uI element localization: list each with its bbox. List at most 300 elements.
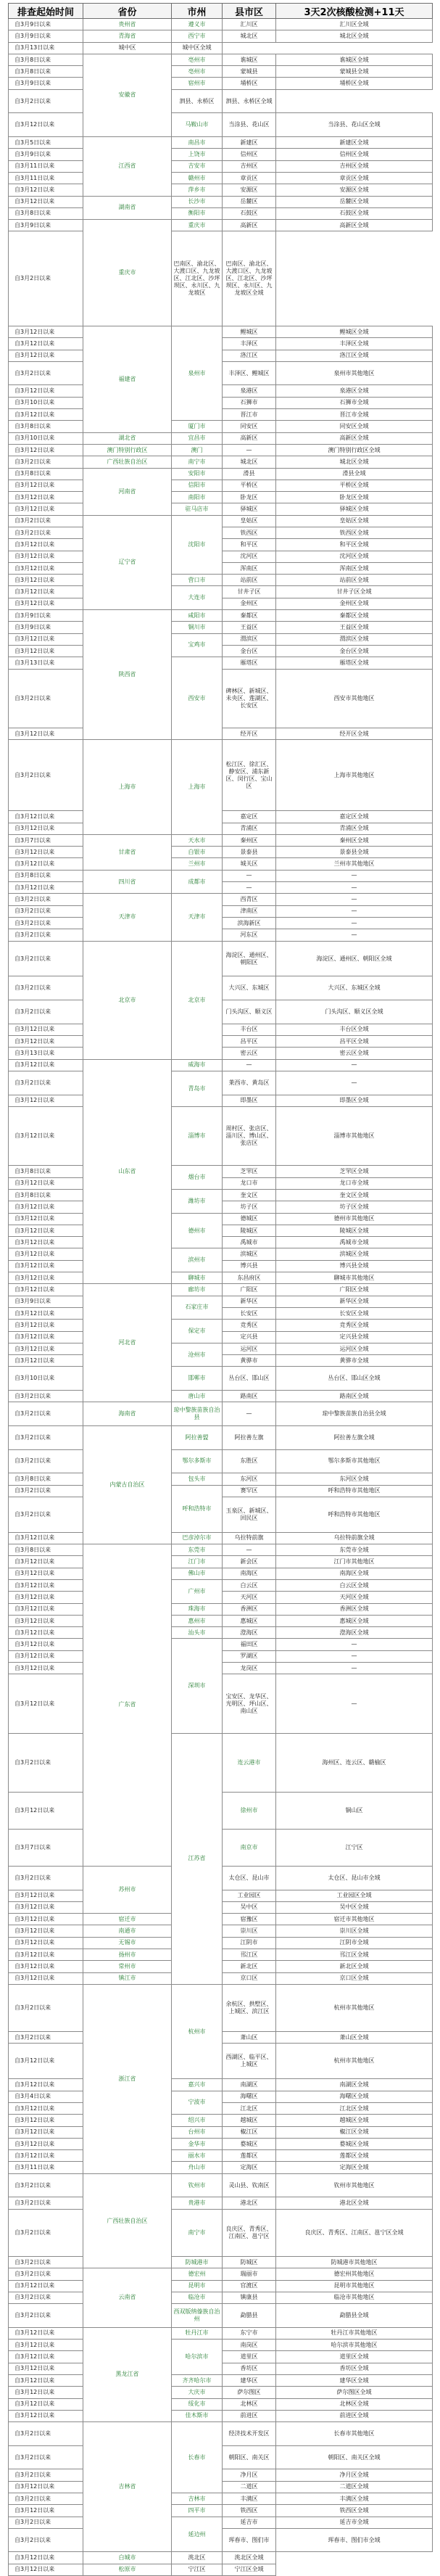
table-row [9,1615,433,1626]
city-cell: 南宁市 [172,2209,223,2256]
requirement-cell: 嘉定区全域 [276,811,433,823]
start-date-cell: 自3月12日以来 [9,1024,83,1035]
requirement-cell: 石鼓区全域 [276,207,433,219]
start-date-cell: 自3月12日以来 [9,1961,83,1972]
district-cell: 运河区 [223,1343,276,1354]
requirement-cell: 奎文区全域 [276,1190,433,1201]
table-row [9,2138,433,2149]
city-cell: 杭州市 [172,1984,223,2078]
requirement-cell: 江北区全域 [276,2102,433,2114]
city-cell: 石家庄市 [172,1296,223,1320]
start-date-cell: 自3月12日以来 [9,1663,83,1674]
district-cell: 防城区 [223,2256,276,2268]
start-date-cell: 自3月12日以来 [9,2150,83,2162]
city-cell: 齐齐哈尔市 [172,2374,223,2386]
requirement-cell: 临沧市其他地区 [276,2292,433,2303]
district-cell: 龙口市 [223,1177,276,1189]
requirement-cell: 长安区全域 [276,1307,433,1319]
start-date-cell: 自3月12日以来 [9,645,83,657]
table-row [9,30,433,42]
city-cell: 泉州市 [172,326,223,420]
table-row [9,2091,433,2102]
start-date-cell: 自3月2日以来 [9,361,83,385]
start-date-cell: 自3月12日以来 [9,598,83,609]
requirement-cell: 章贡区全域 [276,172,433,184]
city-cell: 唐山市 [172,1391,223,1402]
start-date-cell: 自3月8日以来 [9,1544,83,1556]
district-cell: 江阴市 [223,1937,276,1949]
table-row [9,1556,433,1568]
requirement-cell: 大兴区、东城区全域 [276,976,433,1000]
requirement-cell: 聊城市其他地区 [276,1272,433,1284]
start-date-cell: 自3月12日以来 [9,1331,83,1343]
requirement-cell: 汇川区全域 [276,19,433,30]
city-cell: 广州市 [172,1579,223,1603]
district-cell: 海曙区 [223,2091,276,2102]
requirement-cell: 南海区全域 [276,1568,433,1579]
table-row [9,2304,433,2328]
table-row [9,2564,433,2575]
start-date-cell: 自3月12日以来 [9,1972,83,1984]
requirement-cell: — [276,917,433,929]
requirement-cell: 丰台区全域 [276,1024,433,1035]
requirement-cell: 信州区全域 [276,149,433,160]
start-date-cell: 自3月12日以来 [9,1260,83,1272]
district-cell: 谯城区 [223,54,276,65]
table-row [9,1059,433,1071]
province-cell: 重庆市 [83,220,172,326]
city-cell: 牡丹江市 [172,2327,223,2339]
district-cell: 汇川区 [223,19,276,30]
requirement-cell: 婺城区全域 [276,2138,433,2149]
start-date-cell: 自3月12日以来 [9,1937,83,1949]
city-cell: 南宁市 [172,456,223,468]
start-date-cell: 自3月12日以来 [9,1792,83,1829]
table-row [9,1485,433,1497]
city-cell: 镇江市 [83,1972,172,1984]
requirement-cell: 滑县全域 [276,468,433,480]
start-date-cell: 自3月8日以来 [9,468,83,480]
table-header [9,4,433,19]
start-date-cell: 自3月12日以来 [9,1059,83,1071]
requirement-cell: 呼和浩特市其他地区 [276,1485,433,1497]
table-row [9,2268,433,2280]
start-date-cell: 自3月12日以来 [9,1650,83,1662]
requirement-cell: 白云区全域 [276,1579,433,1591]
city-cell: 阿拉善盟 [172,1426,223,1450]
start-date-cell: 自3月12日以来 [9,2115,83,2126]
start-date-cell: 自3月2日以来 [9,2493,83,2504]
start-date-cell: 自3月12日以来 [9,1674,83,1734]
district-cell: 滨城区 [223,1248,276,1260]
requirement-cell: — [276,1639,433,1650]
start-date-cell: 自3月12日以来 [9,2387,83,2398]
table-row [9,456,433,468]
table-row [9,326,433,337]
district-cell: 铁西区 [223,527,276,538]
district-cell: 秦州区 [223,834,276,846]
requirement-cell: 德州市其他地区 [276,1213,433,1225]
district-cell: 高新区 [223,432,276,444]
requirement-cell: 昌平区全域 [276,1036,433,1048]
province-cell: 天津市 [83,894,172,941]
city-cell: 铜川市 [172,622,223,633]
table-row [9,2327,433,2339]
start-date-cell: 自3月12日以来 [9,1106,83,1166]
city-cell: 绥化市 [172,2398,223,2410]
district-cell: 德城区 [223,1213,276,1225]
district-cell: — [223,444,276,456]
requirement-cell: 珲春市、图们市全域 [276,2528,433,2552]
province-cell: 安徽省 [83,54,172,136]
city-cell: 南通市 [83,1925,172,1937]
requirement-cell: 萨尔图区全域 [276,2387,433,2398]
city-cell: 白城市 [83,2552,172,2564]
district-cell: 奎文区 [223,1190,276,1201]
district-cell: 黄骅市 [223,1355,276,1367]
start-date-cell: 自3月12日以来 [9,1036,83,1048]
requirement-cell: 甘井子区全域 [276,586,433,598]
requirement-cell: 站前区全域 [276,575,433,586]
district-cell: 同安区 [223,421,276,432]
start-date-cell: 自3月9日以来 [9,149,83,160]
header-test-requirement: 3天2次核酸检测+11天 [276,4,433,19]
requirement-cell: 洛江区全域 [276,350,433,361]
province-cell: 山东省 [83,1059,172,1284]
requirement-cell: 埇桥区全域 [276,78,433,89]
requirement-cell: 门头沟区、顺义区全域 [276,1000,433,1024]
district-cell: 卧龙区 [223,492,276,503]
district-cell: 丰泽区 [223,338,276,350]
district-cell: 河东区 [223,929,276,941]
requirement-cell: 防城港市其他地区 [276,2256,433,2268]
district-cell: 福田区 [223,1639,276,1650]
city-cell: 信阳市 [172,480,223,491]
start-date-cell: 自3月2日以来 [9,1391,83,1402]
district-cell: 滨海新区 [223,917,276,929]
district-cell: 天河区 [223,1592,276,1603]
requirement-cell: 和平区全域 [276,539,433,551]
start-date-cell: 自3月12日以来 [9,2351,83,2363]
district-cell: 邗江区 [223,1949,276,1961]
start-date-cell: 自3月13日以来 [9,42,83,54]
start-date-cell: 自3月2日以来 [9,1485,83,1497]
start-date-cell: 自3月2日以来 [9,2032,83,2044]
table-row [9,2374,433,2386]
city-cell: 四平市 [172,2505,223,2517]
district-cell: 崇川区 [223,1925,276,1937]
district-cell: 和平区 [223,539,276,551]
requirement-cell: 坊子区全域 [276,1201,433,1213]
district-cell: 玉泉区、新城区、回民区 [223,1497,276,1532]
document-page [8,3,432,2576]
district-cell: 洛江区 [223,350,276,361]
city-cell: 天津市 [172,894,223,941]
start-date-cell: 自3月12日以来 [9,1568,83,1579]
start-date-cell: 自3月2日以来 [9,1071,83,1095]
table-row [9,1627,433,1639]
district-cell: — [223,882,276,894]
start-date-cell: 自3月2日以来 [9,2268,83,2280]
table-row [9,421,433,432]
city-cell: 东莞市 [172,1544,223,1556]
table-row [9,220,433,231]
start-date-cell: 自3月12日以来 [9,551,83,562]
requirement-cell: 江门市其他地区 [276,1556,433,1568]
start-date-cell: 自3月12日以来 [9,2552,83,2564]
requirement-cell: 沈河区全域 [276,551,433,562]
start-date-cell: 自3月12日以来 [9,1201,83,1213]
district-cell: 晋江市 [223,409,276,421]
table-row [9,1426,433,1450]
header-city: 市州 [172,4,223,19]
start-date-cell: 自3月5日以来 [9,137,83,149]
requirement-cell: 鄂尔多斯市其他地区 [276,1449,433,1473]
start-date-cell: 自3月12日以来 [9,1225,83,1236]
requirement-cell: 乌拉特前旗全域 [276,1532,433,1544]
start-date-cell: 自3月12日以来 [9,2126,83,2138]
requirement-cell: 长春市其他地区 [276,2422,433,2446]
table-row [9,1984,433,2031]
start-date-cell: 自3月2日以来 [9,740,83,811]
table-row [9,633,433,645]
district-cell: 道里区 [223,2351,276,2363]
table-row [9,1532,433,1544]
start-date-cell: 自3月12日以来 [9,480,83,491]
start-date-cell: 自3月12日以来 [9,2363,83,2374]
start-date-cell: 自3月12日以来 [9,444,83,456]
district-cell: 勐腊县 [223,2304,276,2328]
table-row [9,1639,433,1650]
district-cell: 龙岗区 [223,1663,276,1674]
district-cell: 萨尔图区 [223,2387,276,2398]
city-cell: 天水市 [172,834,223,846]
district-cell: 芝罘区 [223,1166,276,1177]
requirement-cell: 巴南区、渝北区、大渡口区、九龙坡区、江北区、沙坪坝区、永川区、九龙坡区全域 [223,231,276,326]
table-row [9,78,433,89]
city-cell: 舟山市 [172,2162,223,2173]
requirement-cell: 运河区全域 [276,1343,433,1354]
start-date-cell: 自3月2日以来 [9,2445,83,2469]
start-date-cell: 自3月12日以来 [9,1615,83,1626]
requirement-cell: 港北区全域 [276,2197,433,2209]
start-date-cell: 自3月12日以来 [9,1949,83,1961]
district-cell: 鲤城区 [223,326,276,337]
table-row [9,54,433,65]
district-cell: 北林区 [223,2398,276,2410]
requirement-cell: 同安区全域 [276,421,433,432]
start-date-cell: 自3月12日以来 [9,1890,83,1901]
requirement-cell: — [276,882,433,894]
start-date-cell: 自3月12日以来 [9,1307,83,1319]
start-date-cell: 自3月2日以来 [9,527,83,538]
requirement-cell: 香坊区全域 [276,2363,433,2374]
district-cell: 经济技术开发区 [223,2422,276,2446]
start-date-cell: 自3月12日以来 [9,633,83,645]
requirement-cell: 牡丹江市其他地区 [276,2327,433,2339]
requirement-cell: 泗县、永桥区全域 [223,89,276,113]
district-cell: 岳麓区 [223,196,276,207]
start-date-cell: 自3月12日以来 [9,1237,83,1248]
table-row [9,480,433,491]
city-cell: 珠海市 [172,1603,223,1615]
requirement-cell: 秦都区全域 [276,610,433,622]
district-cell: 碑林区、新城区、未央区、莲湖区、长安区 [223,669,276,728]
city-cell: 深圳市 [172,1639,223,1733]
requirement-cell: 东河区全域 [276,1473,433,1485]
city-cell: 滨州市 [172,1248,223,1272]
table-row [9,19,433,30]
district-cell: 海淀区、通州区、朝阳区 [223,941,276,976]
district-cell: 洮北区 [172,2552,223,2564]
table-row [9,172,433,184]
requirement-cell: 杭州市其他地区 [276,1984,433,2031]
table-row [9,1106,433,1166]
start-date-cell: 自3月2日以来 [9,1733,83,1792]
district-cell: 西湖区、临平区、上城区 [223,2044,276,2079]
district-cell: 博兴县 [223,1260,276,1272]
table-row [9,2197,433,2209]
requirement-cell: 勐腊县全域 [276,2304,433,2328]
city-cell: 吉安市 [172,160,223,172]
city-cell: 包头市 [172,1473,223,1485]
start-date-cell: 自3月8日以来 [9,870,83,881]
start-date-cell: 自3月2日以来 [9,456,83,468]
requirement-cell: 昆明市其他地区 [276,2280,433,2292]
requirement-cell: 香洲区全域 [276,1603,433,1615]
district-cell: 城关区 [223,858,276,870]
table-row [9,586,433,598]
district-cell: 宿豫区 [223,1914,276,1925]
district-cell: 镇康县 [223,2292,276,2303]
requirement-cell: 朝阳区、南关区全域 [276,2445,433,2469]
district-cell: 婺城区 [223,2138,276,2149]
province-cell: 江西省 [83,137,172,196]
requirement-cell: 陵城区全域 [276,1225,433,1236]
start-date-cell: 自3月12日以来 [9,1901,83,1913]
table-row [9,1248,433,1260]
start-date-cell: 自3月12日以来 [9,586,83,598]
requirement-cell: 净月区全域 [276,2469,433,2481]
district-cell: — [223,1544,276,1556]
city-cell: 延边州 [172,2517,223,2552]
requirement-cell: 澳门特别行政区全域 [276,444,433,456]
start-date-cell: 自3月12日以来 [9,1284,83,1296]
requirement-cell: 淄博市其他地区 [276,1106,433,1166]
start-date-cell: 自3月2日以来 [9,2517,83,2528]
district-cell: 雁塔区 [223,657,276,669]
district-cell: 新建区 [223,137,276,149]
table-row [9,2079,433,2091]
district-cell: 沈河区 [223,551,276,562]
district-cell: 坊子区 [223,1201,276,1213]
table-row [9,1071,433,1095]
district-cell: 净月区 [223,2469,276,2481]
district-cell: 越城区 [223,2115,276,2126]
district-cell: 滑县 [223,468,276,480]
requirement-cell: 泉州市其他地区 [276,361,433,385]
header-row [9,4,433,19]
city-cell: 汕头市 [172,1627,223,1639]
district-cell: 密云区 [223,1048,276,1059]
province-cell: 湖南省 [83,196,172,220]
district-cell: 甘井子区 [223,586,276,598]
start-date-cell: 自3月8日以来 [9,1166,83,1177]
city-cell: 西安市 [172,657,223,740]
city-cell: 贵港市 [172,2197,223,2209]
start-date-cell: 自3月9日以来 [9,78,83,89]
requirement-cell: 王益区全域 [276,622,433,633]
table-row [9,160,433,172]
start-date-cell: 自3月8日以来 [9,421,83,432]
start-date-cell: 自3月12日以来 [9,728,83,740]
district-cell: 珲春市、图们市 [223,2528,276,2552]
district-cell: 朝阳区、南关区 [223,2445,276,2469]
city-cell: 江门市 [172,1556,223,1568]
start-date-cell: 自3月2日以来 [9,2292,83,2303]
start-date-cell: 自3月12日以来 [9,492,83,503]
start-date-cell: 自3月12日以来 [9,2564,83,2575]
table-row [9,2422,433,2446]
table-row [9,2173,433,2197]
start-date-cell: 自3月12日以来 [9,1272,83,1284]
city-cell: 琼中黎族苗族自治县 [172,1402,223,1426]
requirement-cell: — [276,1663,433,1674]
requirement-cell: 南湖区全域 [276,2079,433,2091]
city-cell: 长沙市 [172,196,223,207]
header-start-date: 排查起始时间 [9,4,83,19]
province-cell: 四川省 [83,870,172,894]
requirement-cell: 驿城区全域 [276,503,433,515]
requirement-cell: 延吉市全域 [276,2517,433,2528]
requirement-cell: — [276,1674,433,1734]
city-cell: 苏州市 [83,1866,172,1913]
city-cell: 沈阳市 [172,515,223,574]
requirement-cell: 崇川区全域 [276,1925,433,1937]
start-date-cell: 自3月2日以来 [9,894,83,905]
requirement-cell: 城北区全域 [276,30,433,42]
city-cell: 无锡市 [83,1937,172,1949]
start-date-cell: 自3月12日以来 [9,882,83,894]
city-cell: 昆明市 [172,2280,223,2292]
start-date-cell: 自3月2日以来 [9,1449,83,1473]
district-cell: 新会区 [223,1556,276,1568]
district-cell: 门头沟区、顺义区 [223,1000,276,1024]
district-cell: 浑南区 [223,562,276,574]
start-date-cell: 自3月2日以来 [9,917,83,929]
table-row [9,89,433,113]
district-cell: 南岗区 [223,2340,276,2351]
city-cell: 佳木斯市 [172,2410,223,2421]
district-cell: 大兴区、东城区 [223,976,276,1000]
district-cell: 莲都区 [223,2150,276,2162]
city-cell: 西双版纳傣族自治州 [172,2304,223,2328]
district-cell: 香洲区 [223,1603,276,1615]
district-cell: 太仓区、昆山市 [223,1866,276,1890]
district-cell: 工业园区 [223,1890,276,1901]
requirement-cell: 德宏州其他地区 [276,2268,433,2280]
district-cell: 吉州区 [223,160,276,172]
table-row [9,1449,433,1473]
city-cell: 营口市 [172,575,223,586]
start-date-cell: 自3月12日以来 [9,196,83,207]
city-cell: 厦门市 [172,421,223,432]
district-cell: 新北区 [223,1961,276,1972]
city-cell: 巴彦淖尔市 [172,1532,223,1544]
city-cell: 烟台市 [172,1166,223,1190]
district-cell: 高新区 [223,220,276,231]
start-date-cell: 自3月12日以来 [9,1914,83,1925]
